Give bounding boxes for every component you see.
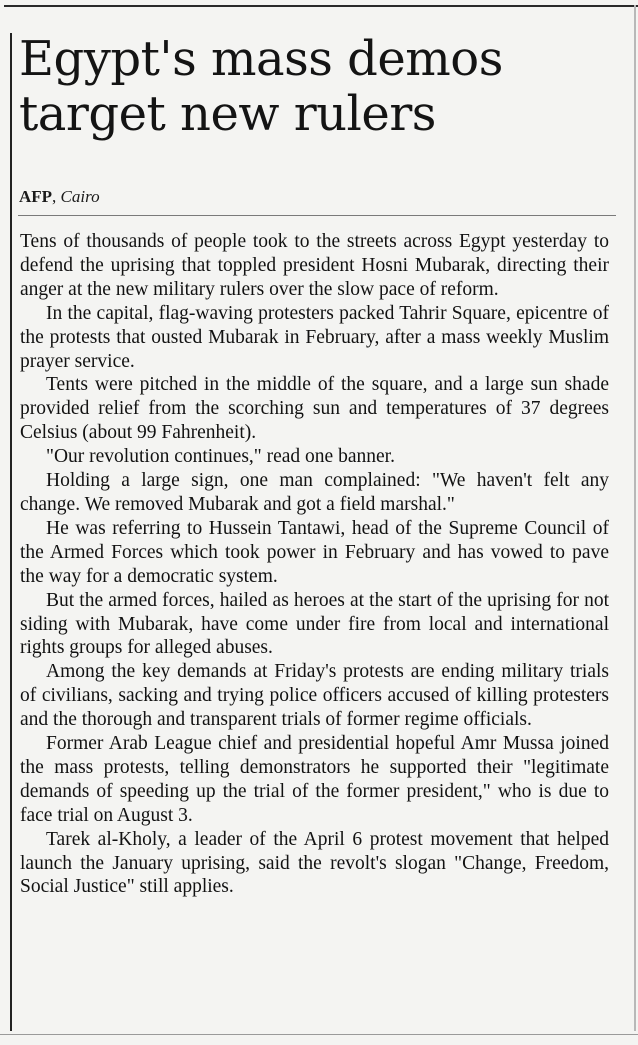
article-paragraph: Tarek al-Kholy, a leader of the April 6 protest movement that helped launch the January uprising, said the revolt's slogan "Change, Freedom, Social Justice" still applies. (20, 828, 609, 898)
article-body (20, 230, 609, 899)
article-paragraph: "Our revolution continues," read one banner. (46, 446, 395, 468)
byline-place: Cairo (60, 187, 100, 206)
article-paragraph: Among the key demands at Friday's protests are ending military trials of civilians, sacking and trying police officers accused of killing protesters and the thorough and transparent trials of former regime officials. (20, 661, 609, 731)
article-paragraph: Holding a large sign, one man complained: "We haven't felt any change. We removed Mubarak and got a field marshal." (20, 470, 609, 515)
right-edge-rule (634, 5, 636, 1031)
article-paragraph: But the armed forces, hailed as heroes at the start of the uprising for not siding with Mubarak, have come under fire from local and international rights groups for alleged abuses. (20, 589, 609, 659)
article-byline (19, 187, 100, 207)
byline-agency: AFP (19, 187, 53, 206)
article-paragraph: In the capital, flag-waving protesters packed Tahrir Square, epicentre of the protests that ousted Mubarak in February, after a mass weekly Muslim prayer service. (20, 302, 609, 372)
article-paragraph: Tents were pitched in the middle of the square, and a large sun shade provided relief from the scorching sun and temperatures of 37 degrees Celsius (about 99 Fahrenheit). (20, 374, 609, 444)
left-column-rule (10, 33, 12, 1031)
byline-divider (18, 215, 616, 216)
byline-separator: , (52, 187, 61, 206)
article-paragraph: Former Arab League chief and presidential hopeful Amr Mussa joined the mass protests, telling demonstrators he supported their "legitimate demands of speeding up the trial of the former president," who is due to face trial on August 3. (20, 733, 609, 826)
top-border-rule (4, 5, 638, 7)
article-headline: Egypt's mass demos target new rulers (19, 31, 503, 142)
article-paragraph: He was referring to Hussein Tantawi, head of the Supreme Council of the Armed Forces which took power in February and has vowed to pave the way for a democratic system. (20, 517, 609, 587)
article-paragraph: Tens of thousands of people took to the streets across Egypt yesterday to defend the uprising that toppled president Hosni Mubarak, directing their anger at the new military rulers over the slow pace of reform. (20, 231, 609, 300)
bottom-edge-rule (0, 1034, 638, 1035)
